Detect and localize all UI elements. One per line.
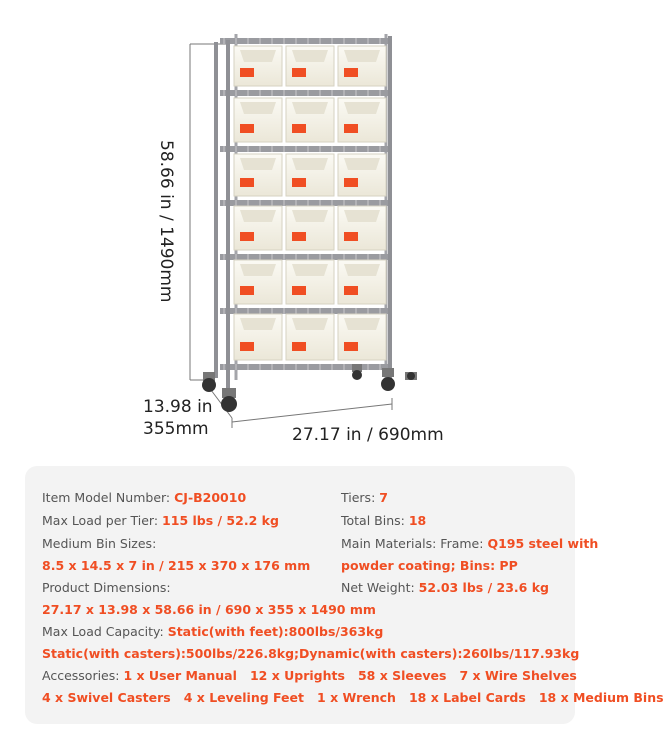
spec-card	[25, 466, 664, 724]
bin-label-card	[344, 342, 358, 351]
materials-value-2: powder coating; Bins: PP	[341, 558, 518, 573]
width-dimension-label: 27.17 in / 690mm	[292, 425, 444, 445]
storage-bin	[234, 98, 282, 142]
bin-sizes-value: 8.5 x 14.5 x 7 in / 215 x 370 x 176 mm	[42, 558, 311, 573]
storage-bin	[286, 46, 334, 86]
product-dim-value: 27.17 x 13.98 x 58.66 in / 690 x 355 x 1490 mm	[42, 602, 376, 617]
storage-bin	[234, 206, 282, 250]
wire-shelf	[220, 90, 392, 96]
accessories-row: Accessories: 1 x User Manual 12 x Uprights 58 x Sleeves 7 x Wire Shelves	[42, 668, 577, 683]
storage-bin	[286, 314, 334, 360]
bin-label-card	[292, 286, 306, 295]
wire-shelf	[220, 200, 392, 206]
bin-label-card	[344, 124, 358, 133]
storage-bin	[338, 154, 386, 196]
storage-bin	[286, 154, 334, 196]
depth-mm: 355mm	[143, 419, 209, 439]
storage-bin	[338, 98, 386, 142]
storage-bin	[286, 206, 334, 250]
bin-label-card	[344, 286, 358, 295]
materials-row: Main Materials: Frame: Q195 steel with	[341, 536, 599, 551]
bin-label-card	[344, 68, 358, 77]
wire-shelf	[220, 38, 392, 44]
storage-bin	[338, 46, 386, 86]
storage-bin	[286, 98, 334, 142]
bin-label-card	[292, 68, 306, 77]
height-dimension-label: 58.66 in / 1490mm	[156, 140, 176, 303]
net-weight-row: Net Weight: 52.03 lbs / 23.6 kg	[341, 580, 549, 595]
tiers-row: Tiers: 7	[341, 490, 388, 505]
product-dim-label: Product Dimensions:	[42, 580, 171, 595]
storage-bin	[338, 206, 386, 250]
bin-label-card	[292, 124, 306, 133]
max-load-tier-row: Max Load per Tier: 115 lbs / 52.2 kg	[42, 513, 279, 528]
bin-label-card	[240, 286, 254, 295]
storage-bin	[234, 314, 282, 360]
total-bins-row: Total Bins: 18	[341, 513, 427, 528]
bin-label-card	[240, 124, 254, 133]
depth-inches: 13.98 in	[143, 397, 213, 417]
max-capacity-value-2: Static(with casters):500lbs/226.8kg;Dynamic(with casters):260lbs/117.93kg	[42, 646, 580, 661]
bin-sizes-label: Medium Bin Sizes:	[42, 536, 157, 551]
bin-label-card	[344, 232, 358, 241]
wire-shelf	[220, 254, 392, 260]
wire-shelf	[220, 308, 392, 314]
wire-shelf	[220, 364, 392, 370]
bin-label-card	[240, 232, 254, 241]
bin-label-card	[240, 342, 254, 351]
bin-label-card	[292, 232, 306, 241]
max-capacity-row: Max Load Capacity: Static(with feet):800lbs/363kg	[42, 624, 384, 639]
accessories-line-2: 4 x Swivel Casters 4 x Leveling Feet 1 x Wrench 18 x Label Cards 18 x Medium Bins	[42, 690, 664, 705]
wire-shelf	[220, 146, 392, 152]
storage-bin	[286, 260, 334, 304]
bin-label-card	[240, 68, 254, 77]
bin-label-card	[240, 178, 254, 187]
bin-label-card	[344, 178, 358, 187]
bin-label-card	[292, 342, 306, 351]
storage-bin	[234, 46, 282, 86]
model-row: Item Model Number: CJ-B20010	[42, 490, 247, 505]
storage-bin	[234, 260, 282, 304]
storage-bin	[338, 260, 386, 304]
bin-label-card	[292, 178, 306, 187]
storage-bin	[234, 154, 282, 196]
depth-dimension-label	[143, 396, 213, 440]
storage-bin	[338, 314, 386, 360]
